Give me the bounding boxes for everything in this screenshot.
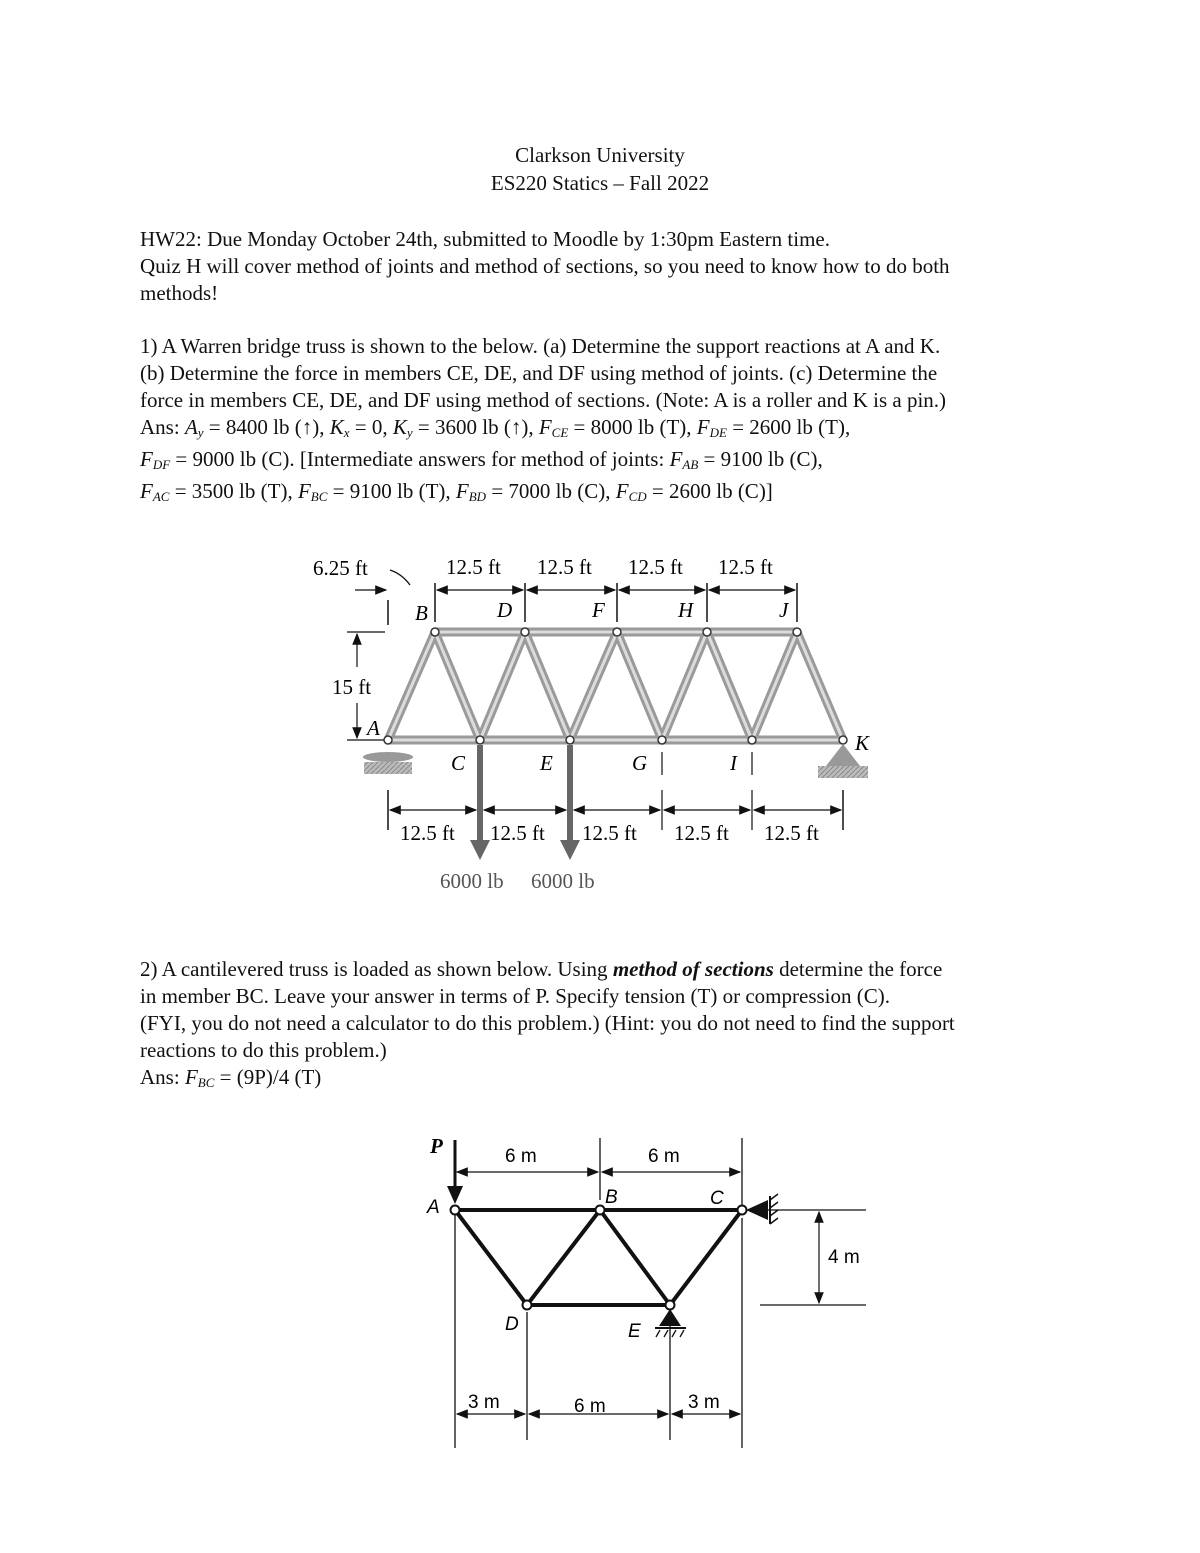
problem-2-line: in member BC. Leave your answer in terms of P. Specify tension (T) or compression (C). — [140, 984, 891, 1008]
load-label: 6000 lb — [531, 869, 595, 893]
load-label: P — [430, 1134, 443, 1158]
problem-2-line: 2) A cantilevered truss is loaded as shown below. Using method of sections determine the force — [140, 957, 943, 981]
quiz-note-line: Quiz H will cover method of joints and method of sections, so you need to know how to do both — [140, 254, 950, 278]
top-dim-label: 12.5 ft — [718, 555, 773, 579]
bottom-dim-label: 12.5 ft — [490, 821, 545, 845]
node-label: A — [367, 716, 380, 740]
height-dim-label: 15 ft — [332, 675, 372, 699]
answer-term: $F_{BD} = 7000$ lb (C), — [455, 479, 616, 504]
node-label: B — [415, 601, 428, 625]
height-dim-label: 4 m — [828, 1247, 860, 1268]
node-label: F — [592, 598, 605, 622]
node-label: E — [540, 751, 553, 775]
node-label: E — [628, 1321, 641, 1342]
truss-members — [455, 1210, 742, 1305]
answer-term: $A_y = 8400$ lb (↑), — [184, 415, 330, 440]
bottom-dim-label: 12.5 ft — [582, 821, 637, 845]
bottom-dim-label: 3 m — [468, 1392, 500, 1413]
answer-term: $F_{BC} = 9100$ lb (T), — [297, 479, 456, 504]
bottom-dim-label: 12.5 ft — [764, 821, 819, 845]
university-title: Clarkson University — [515, 143, 685, 167]
node-label: I — [730, 751, 737, 775]
problem-2-answer: Ans: $F_{BC} = (9P)/4$ (T) — [140, 1065, 322, 1090]
node-label: K — [855, 731, 870, 755]
answer-term: $F_{AC} = 3500$ lb (T), — [140, 479, 298, 504]
top-dim-label: 6 m — [648, 1146, 680, 1167]
load-label: 6000 lb — [440, 869, 504, 893]
bottom-dim-label: 12.5 ft — [400, 821, 455, 845]
node-label: C — [710, 1188, 724, 1209]
node-label: G — [632, 751, 648, 775]
answer-term: $F_{CE} = 8000$ lb (T), — [538, 415, 697, 440]
bottom-dim-label: 12.5 ft — [674, 821, 729, 845]
problem-2-line: (FYI, you do not need a calculator to do this problem.) (Hint: you do not need to find the support — [140, 1011, 955, 1035]
node-label: A — [427, 1197, 440, 1218]
node-label: D — [505, 1314, 519, 1335]
answer-term: $F_{AB} = 9100$ lb (C), — [669, 447, 823, 472]
node-label: H — [678, 598, 694, 622]
node-label: J — [779, 598, 789, 622]
node-label: D — [497, 598, 513, 622]
due-date-line: HW22: Due Monday October 24th, submitted to Moodle by 1:30pm Eastern time. — [140, 227, 830, 251]
dim-6-25-ft: 6.25 ft — [313, 556, 368, 580]
top-dim-label: 12.5 ft — [537, 555, 592, 579]
bottom-dim-label: 6 m — [574, 1396, 606, 1417]
problem-1-line: 1) A Warren bridge truss is shown to the below. (a) Determine the support reactions at A and K. — [140, 334, 941, 358]
answer-label: Ans: — [140, 415, 185, 439]
answer-term: $F_{CD} = 2600$ lb (C)] — [615, 479, 773, 504]
quiz-note-line-2: methods! — [140, 281, 219, 305]
bottom-dim-label: 3 m — [688, 1392, 720, 1413]
problem-2-line: reactions to do this problem.) — [140, 1038, 387, 1062]
problem-1-line: (b) Determine the force in members CE, DE, and DF using method of joints. (c) Determine the — [140, 361, 938, 385]
node-label: C — [451, 751, 466, 775]
problem-1-line: force in members CE, DE, and DF using method of sections. (Note: A is a roller and K is a pin.) — [140, 388, 947, 412]
pin-support-c — [746, 1194, 778, 1224]
answer-term: $K_x = 0$, — [329, 415, 393, 440]
answer-term: $F_{DF} = 9000$ lb (C). [Intermediate answers for method of joints: — [140, 447, 670, 472]
top-dim-label: 12.5 ft — [446, 555, 501, 579]
answer-term: $K_y = 3600$ lb (↑), — [392, 415, 539, 440]
answer-term: $F_{DE} = 2600$ lb (T), — [696, 415, 851, 440]
course-title: ES220 Statics – Fall 2022 — [490, 171, 710, 195]
top-dim-label: 6 m — [505, 1146, 537, 1167]
top-dim-label: 12.5 ft — [628, 555, 683, 579]
node-label: B — [605, 1187, 618, 1208]
